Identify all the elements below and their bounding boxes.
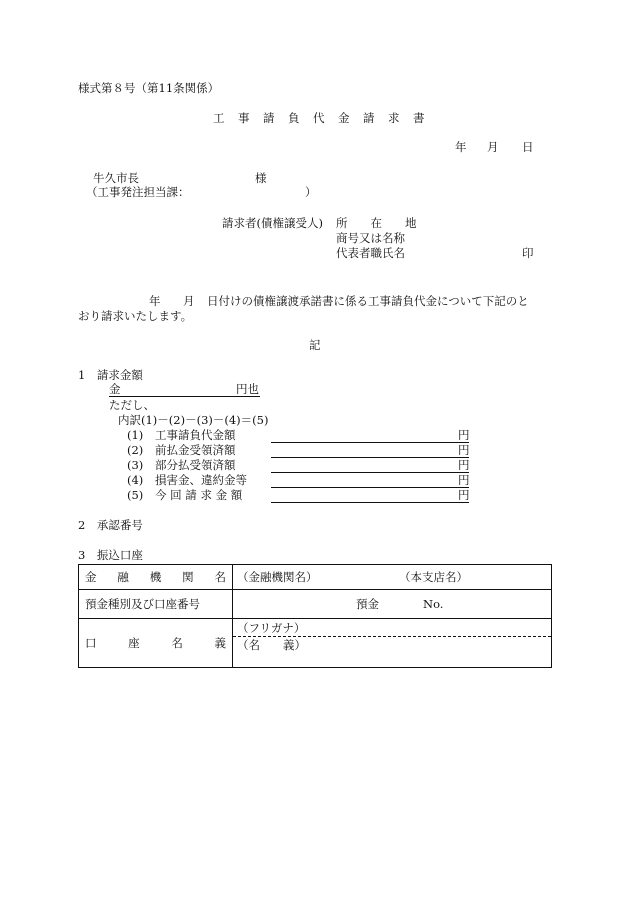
account-holder-label xyxy=(79,619,233,668)
section1-heading: 1 請求金額 xyxy=(78,368,143,382)
date-month-label: 月 xyxy=(487,140,499,154)
addressee-mayor: 牛久市長 xyxy=(93,171,139,185)
section2-heading: 2 承認番号 xyxy=(78,518,143,532)
label-char: 預金種別及び口座番号 xyxy=(85,597,200,611)
label-char: 融 xyxy=(117,570,129,584)
item-label: 損害金、違約金等 xyxy=(155,473,247,487)
item-amount-line[interactable] xyxy=(271,472,469,473)
table-row-bank-name xyxy=(79,565,552,590)
department-label: （工事発注担当課： xyxy=(86,185,190,199)
item-unit: 円 xyxy=(458,473,470,487)
item-amount-line[interactable] xyxy=(271,457,469,458)
item-number: (4) xyxy=(127,473,144,487)
company-name-label: 商号又は名称 xyxy=(336,231,405,245)
item-amount-line[interactable] xyxy=(271,442,469,443)
label-char: 名 xyxy=(171,636,183,650)
bank-name-placeholder: （金融機関名） xyxy=(237,570,318,584)
breakdown-formula: 内訳(1)－(2)－(3)－(4)＝(5) xyxy=(118,413,269,427)
date-year-label: 年 xyxy=(455,140,467,154)
date-day-label: 日 xyxy=(522,140,534,154)
form-number: 様式第８号（第11条関係） xyxy=(78,81,220,95)
item-label: 工事請負代金額 xyxy=(155,428,236,442)
label-char: 関 xyxy=(182,570,194,584)
amount-suffix: 円也 xyxy=(236,382,259,396)
item-number: (3) xyxy=(127,458,144,472)
account-holder-cell[interactable] xyxy=(233,619,552,668)
body-year: 年 xyxy=(149,294,161,308)
body-line1: 日付けの債権譲渡承諾書に係る工事請負代金について下記のと xyxy=(207,294,529,308)
item-unit: 円 xyxy=(458,458,470,472)
address-label: 所 在 地 xyxy=(336,216,417,230)
label-char: 名 xyxy=(214,570,226,584)
table-row-account-type xyxy=(79,590,552,619)
table-row-account-holder xyxy=(79,619,552,668)
item-label: 部分払受領済額 xyxy=(155,458,236,472)
account-no-label: No. xyxy=(423,597,444,611)
item-unit: 円 xyxy=(458,488,470,502)
account-type-cell[interactable] xyxy=(233,590,552,619)
item-amount-line[interactable] xyxy=(271,487,469,488)
label-char: 金 xyxy=(85,570,97,584)
requester-label: 請求者(債権譲受人) xyxy=(222,216,323,230)
amount-prefix: 金 xyxy=(109,382,121,396)
body-line2: おり請求いたします。 xyxy=(78,309,193,323)
seal-mark: 印 xyxy=(522,246,534,260)
furigana-label: （フリガナ） xyxy=(237,621,306,635)
holder-name-label: （名 義） xyxy=(237,638,306,652)
bank-name-label xyxy=(79,565,233,590)
label-char: 口 xyxy=(85,636,97,650)
account-type-label xyxy=(79,590,233,619)
item-label: 今 回 請 求 金 額 xyxy=(155,488,243,502)
item-number: (5) xyxy=(127,488,144,502)
label-char: 機 xyxy=(149,570,162,584)
bank-name-cell[interactable] xyxy=(233,565,552,590)
document-title: 工 事 請 負 代 金 請 求 書 xyxy=(213,111,426,125)
ki-heading: 記 xyxy=(309,338,321,352)
bank-account-table xyxy=(78,564,552,668)
tadashi-text: ただし、 xyxy=(109,398,155,412)
item-unit: 円 xyxy=(458,443,470,457)
label-char: 義 xyxy=(214,636,226,650)
section3-heading: 3 振込口座 xyxy=(78,548,143,562)
item-number: (2) xyxy=(127,443,144,457)
furigana-divider xyxy=(233,636,551,637)
amount-underline xyxy=(109,396,260,397)
representative-label: 代表者職氏名 xyxy=(336,246,405,260)
item-number: (1) xyxy=(127,428,144,442)
label-char: 座 xyxy=(128,636,140,650)
deposit-label: 預金 xyxy=(356,597,379,611)
branch-name-placeholder: （本支店名） xyxy=(399,570,468,584)
item-amount-line[interactable] xyxy=(271,502,469,503)
item-unit: 円 xyxy=(458,428,470,442)
body-month: 月 xyxy=(183,294,195,308)
item-label: 前払金受領済額 xyxy=(155,443,236,457)
department-close: ） xyxy=(305,185,317,199)
addressee-honorific: 様 xyxy=(255,171,267,185)
